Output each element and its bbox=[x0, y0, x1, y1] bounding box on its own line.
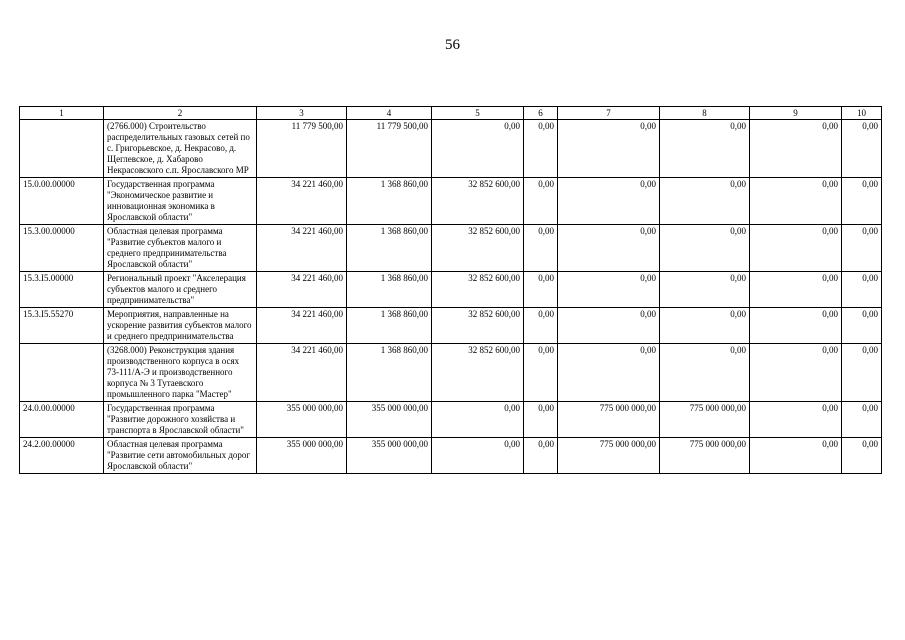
row-value-cell-col4: 1 368 860,00 bbox=[347, 308, 432, 344]
row-code-cell bbox=[20, 120, 104, 178]
column-header: 8 bbox=[660, 107, 750, 120]
row-value-cell-col3: 355 000 000,00 bbox=[257, 438, 347, 474]
row-name-cell: Государственная программа "Экономическое развитие и инновационная экономика в Ярославской области" bbox=[104, 178, 257, 225]
row-value-cell-col8: 0,00 bbox=[660, 308, 750, 344]
row-value-cell-col6: 0,00 bbox=[524, 308, 558, 344]
row-value-cell-col5: 32 852 600,00 bbox=[432, 178, 524, 225]
row-name-cell: (3268.000) Реконструкция здания производственного корпуса в осях 73-111/А-Э и производственного корпуса № 3 Тутаевского промышленного парка "Мастер" bbox=[104, 344, 257, 402]
row-value-cell-col7: 775 000 000,00 bbox=[558, 438, 660, 474]
row-value-cell-col9: 0,00 bbox=[750, 438, 842, 474]
row-value-cell-col8: 0,00 bbox=[660, 178, 750, 225]
table-row bbox=[20, 438, 882, 474]
row-code-cell: 24.2.00.00000 bbox=[20, 438, 104, 474]
table-row bbox=[20, 120, 882, 178]
row-value-cell-col5: 0,00 bbox=[432, 438, 524, 474]
row-value-cell-col8: 775 000 000,00 bbox=[660, 402, 750, 438]
column-header: 3 bbox=[257, 107, 347, 120]
row-value-cell-col6: 0,00 bbox=[524, 120, 558, 178]
table-row bbox=[20, 344, 882, 402]
row-value-cell-col4: 1 368 860,00 bbox=[347, 225, 432, 272]
row-code-cell: 15.3.00.00000 bbox=[20, 225, 104, 272]
row-code-cell bbox=[20, 344, 104, 402]
row-value-cell-col4: 1 368 860,00 bbox=[347, 344, 432, 402]
row-value-cell-col4: 355 000 000,00 bbox=[347, 402, 432, 438]
row-code-cell: 15.3.I5.55270 bbox=[20, 308, 104, 344]
row-value-cell-col7: 0,00 bbox=[558, 178, 660, 225]
row-value-cell-col4: 1 368 860,00 bbox=[347, 272, 432, 308]
row-value-cell-col10: 0,00 bbox=[842, 120, 882, 178]
row-value-cell-col8: 775 000 000,00 bbox=[660, 438, 750, 474]
column-header: 10 bbox=[842, 107, 882, 120]
table-row bbox=[20, 178, 882, 225]
row-value-cell-col6: 0,00 bbox=[524, 225, 558, 272]
row-value-cell-col4: 1 368 860,00 bbox=[347, 178, 432, 225]
header-row bbox=[20, 107, 882, 120]
row-name-cell: (2766.000) Строительство распределительных газовых сетей по с. Григорьевское, д. Некрасово, д. Щеглевское, д. Хабарово Некрасовского с.п. Ярославского МР bbox=[104, 120, 257, 178]
row-value-cell-col9: 0,00 bbox=[750, 308, 842, 344]
row-name-cell: Областная целевая программа "Развитие сети автомобильных дорог Ярославской области" bbox=[104, 438, 257, 474]
row-value-cell-col4: 355 000 000,00 bbox=[347, 438, 432, 474]
row-value-cell-col7: 0,00 bbox=[558, 272, 660, 308]
row-value-cell-col7: 0,00 bbox=[558, 308, 660, 344]
row-value-cell-col9: 0,00 bbox=[750, 178, 842, 225]
row-value-cell-col10: 0,00 bbox=[842, 178, 882, 225]
row-value-cell-col10: 0,00 bbox=[842, 438, 882, 474]
row-value-cell-col8: 0,00 bbox=[660, 120, 750, 178]
row-value-cell-col6: 0,00 bbox=[524, 344, 558, 402]
row-value-cell-col9: 0,00 bbox=[750, 272, 842, 308]
row-value-cell-col6: 0,00 bbox=[524, 402, 558, 438]
column-header: 6 bbox=[524, 107, 558, 120]
row-value-cell-col9: 0,00 bbox=[750, 344, 842, 402]
column-header: 9 bbox=[750, 107, 842, 120]
row-value-cell-col3: 34 221 460,00 bbox=[257, 308, 347, 344]
column-header: 4 bbox=[347, 107, 432, 120]
row-value-cell-col10: 0,00 bbox=[842, 344, 882, 402]
row-value-cell-col9: 0,00 bbox=[750, 120, 842, 178]
row-value-cell-col5: 32 852 600,00 bbox=[432, 272, 524, 308]
row-value-cell-col3: 34 221 460,00 bbox=[257, 272, 347, 308]
row-value-cell-col3: 355 000 000,00 bbox=[257, 402, 347, 438]
row-value-cell-col10: 0,00 bbox=[842, 402, 882, 438]
table-row bbox=[20, 308, 882, 344]
row-value-cell-col10: 0,00 bbox=[842, 225, 882, 272]
row-value-cell-col8: 0,00 bbox=[660, 225, 750, 272]
row-value-cell-col5: 32 852 600,00 bbox=[432, 344, 524, 402]
row-name-cell: Региональный проект "Акселерация субъектов малого и среднего предпринимательства" bbox=[104, 272, 257, 308]
row-value-cell-col10: 0,00 bbox=[842, 308, 882, 344]
row-value-cell-col7: 0,00 bbox=[558, 225, 660, 272]
row-value-cell-col3: 34 221 460,00 bbox=[257, 178, 347, 225]
row-value-cell-col7: 775 000 000,00 bbox=[558, 402, 660, 438]
table-row bbox=[20, 225, 882, 272]
row-value-cell-col3: 34 221 460,00 bbox=[257, 225, 347, 272]
row-code-cell: 24.0.00.00000 bbox=[20, 402, 104, 438]
table-row bbox=[20, 272, 882, 308]
row-value-cell-col6: 0,00 bbox=[524, 272, 558, 308]
row-name-cell: Мероприятия, направленные на ускорение развития субъектов малого и среднего предпринимательства bbox=[104, 308, 257, 344]
row-value-cell-col6: 0,00 bbox=[524, 178, 558, 225]
row-value-cell-col10: 0,00 bbox=[842, 272, 882, 308]
row-value-cell-col3: 11 779 500,00 bbox=[257, 120, 347, 178]
row-code-cell: 15.3.I5.00000 bbox=[20, 272, 104, 308]
row-value-cell-col5: 32 852 600,00 bbox=[432, 308, 524, 344]
row-value-cell-col3: 34 221 460,00 bbox=[257, 344, 347, 402]
row-name-cell: Государственная программа "Развитие дорожного хозяйства и транспорта в Ярославской области" bbox=[104, 402, 257, 438]
row-value-cell-col8: 0,00 bbox=[660, 344, 750, 402]
row-name-cell: Областная целевая программа "Развитие субъектов малого и среднего предпринимательства Ярославской области" bbox=[104, 225, 257, 272]
row-value-cell-col5: 0,00 bbox=[432, 402, 524, 438]
budget-table bbox=[19, 106, 882, 474]
column-header: 2 bbox=[104, 107, 257, 120]
row-value-cell-col4: 11 779 500,00 bbox=[347, 120, 432, 178]
row-value-cell-col9: 0,00 bbox=[750, 225, 842, 272]
column-header: 7 bbox=[558, 107, 660, 120]
page-number: 56 bbox=[445, 37, 460, 53]
row-value-cell-col5: 0,00 bbox=[432, 120, 524, 178]
column-header: 5 bbox=[432, 107, 524, 120]
row-value-cell-col9: 0,00 bbox=[750, 402, 842, 438]
row-value-cell-col8: 0,00 bbox=[660, 272, 750, 308]
row-value-cell-col7: 0,00 bbox=[558, 344, 660, 402]
row-value-cell-col7: 0,00 bbox=[558, 120, 660, 178]
column-header: 1 bbox=[20, 107, 104, 120]
table-row bbox=[20, 402, 882, 438]
row-value-cell-col6: 0,00 bbox=[524, 438, 558, 474]
row-value-cell-col5: 32 852 600,00 bbox=[432, 225, 524, 272]
row-code-cell: 15.0.00.00000 bbox=[20, 178, 104, 225]
